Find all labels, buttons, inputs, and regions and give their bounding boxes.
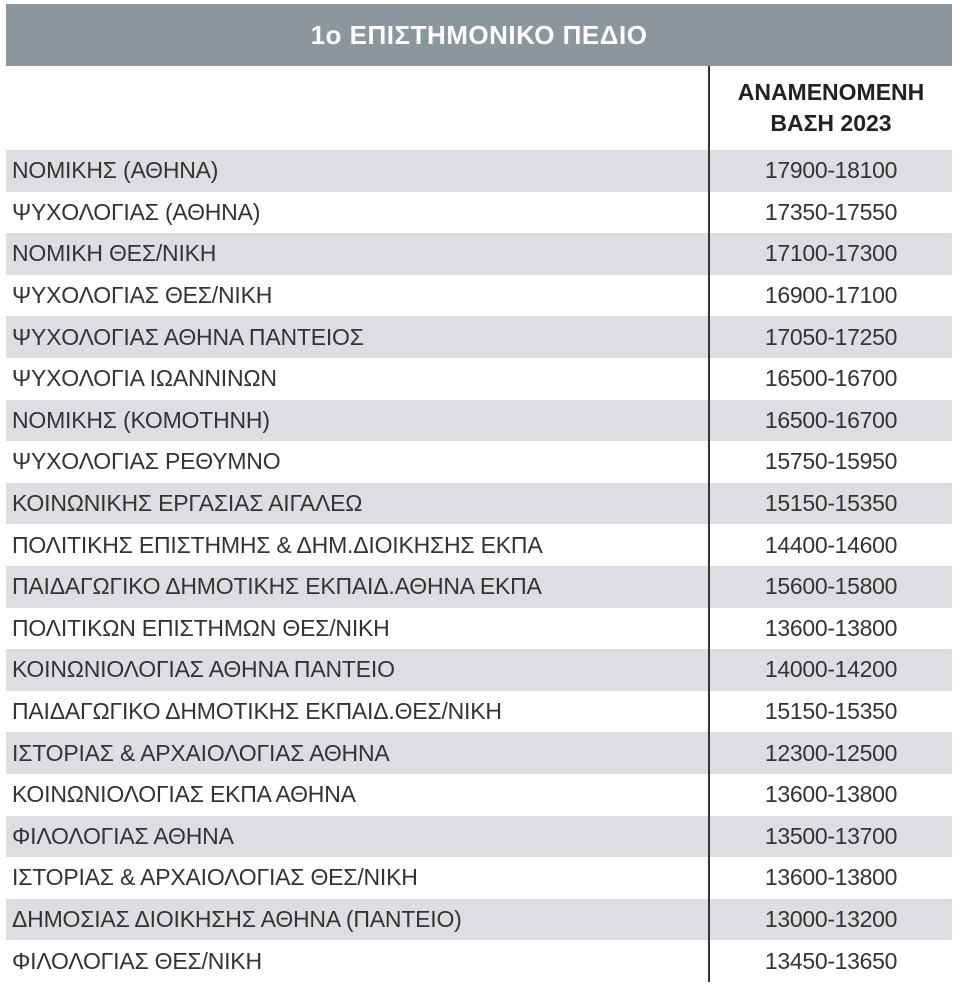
- table-row: [6, 649, 952, 691]
- table-row: [6, 857, 952, 899]
- header-value-cell: [708, 66, 952, 150]
- table-row: [6, 608, 952, 650]
- table-row: [6, 524, 952, 566]
- expected-score: 13000-13200: [708, 899, 952, 941]
- department-name: ΨΥΧΟΛΟΓΙΑΣ ΡΕΘΥΜΝΟ: [12, 448, 281, 475]
- expected-score: 14000-14200: [708, 649, 952, 691]
- expected-score: 16500-16700: [708, 400, 952, 442]
- expected-score: 13600-13800: [708, 774, 952, 816]
- department-name: ΝΟΜΙΚΗ ΘΕΣ/ΝΙΚΗ: [12, 240, 217, 267]
- table-row: [6, 316, 952, 358]
- expected-score: 13500-13700: [708, 816, 952, 858]
- expected-score: 17350-17550: [708, 192, 952, 234]
- department-name: ΙΣΤΟΡΙΑΣ & ΑΡΧΑΙΟΛΟΓΙΑΣ ΘΕΣ/ΝΙΚΗ: [12, 864, 418, 891]
- header-name-cell: [6, 66, 708, 150]
- department-name: ΚΟΙΝΩΝΙΟΛΟΓΙΑΣ ΑΘΗΝΑ ΠΑΝΤΕΙΟ: [12, 656, 395, 683]
- table-row: [6, 358, 952, 400]
- expected-score: 15150-15350: [708, 483, 952, 525]
- department-name: ΠΟΛΙΤΙΚΩΝ ΕΠΙΣΤΗΜΩΝ ΘΕΣ/ΝΙΚΗ: [12, 614, 390, 641]
- department-name: ΨΥΧΟΛΟΓΙΑ ΙΩΑΝΝΙΝΩΝ: [12, 365, 277, 392]
- expected-score: 17050-17250: [708, 316, 952, 358]
- expected-score: 17900-18100: [708, 150, 952, 192]
- department-name: ΝΟΜΙΚΗΣ (ΑΘΗΝΑ): [12, 157, 219, 184]
- table-title: 1ο ΕΠΙΣΤΗΜΟΝΙΚΟ ΠΕΔΙΟ: [6, 4, 952, 66]
- department-name: ΠΑΙΔΑΓΩΓΙΚΟ ΔΗΜΟΤΙΚΗΣ ΕΚΠΑΙΔ.ΘΕΣ/ΝΙΚΗ: [12, 698, 502, 725]
- table-row: [6, 816, 952, 858]
- expected-score: 15750-15950: [708, 441, 952, 483]
- table-row: [6, 483, 952, 525]
- expected-score: 13450-13650: [708, 940, 952, 982]
- table-row: [6, 732, 952, 774]
- department-name: ΦΙΛΟΛΟΓΙΑΣ ΘΕΣ/ΝΙΚΗ: [12, 947, 262, 974]
- table-row: [6, 150, 952, 192]
- header-line-2: ΒΑΣΗ 2023: [770, 110, 892, 136]
- department-name: ΙΣΤΟΡΙΑΣ & ΑΡΧΑΙΟΛΟΓΙΑΣ ΑΘΗΝΑ: [12, 739, 390, 766]
- expected-score: 16900-17100: [708, 275, 952, 317]
- expected-score: 13600-13800: [708, 857, 952, 899]
- department-name: ΨΥΧΟΛΟΓΙΑΣ (ΑΘΗΝΑ): [12, 198, 261, 225]
- department-name: ΦΙΛΟΛΟΓΙΑΣ ΑΘΗΝΑ: [12, 822, 234, 849]
- expected-score: 12300-12500: [708, 732, 952, 774]
- expected-score: 14400-14600: [708, 524, 952, 566]
- department-name: ΔΗΜΟΣΙΑΣ ΔΙΟΙΚΗΣΗΣ ΑΘΗΝΑ (ΠΑΝΤΕΙΟ): [12, 905, 462, 932]
- table-row: [6, 400, 952, 442]
- scores-table: [6, 4, 952, 982]
- department-name: ΠΟΛΙΤΙΚΗΣ ΕΠΙΣΤΗΜΗΣ & ΔΗΜ.ΔΙΟΙΚΗΣΗΣ ΕΚΠΑ: [12, 531, 543, 558]
- table-row: [6, 275, 952, 317]
- column-header-row: [6, 66, 952, 150]
- department-name: ΨΥΧΟΛΟΓΙΑΣ ΑΘΗΝΑ ΠΑΝΤΕΙΟΣ: [12, 323, 364, 350]
- expected-score: 16500-16700: [708, 358, 952, 400]
- table-row: [6, 192, 952, 234]
- table-row: [6, 691, 952, 733]
- department-name: ΠΑΙΔΑΓΩΓΙΚΟ ΔΗΜΟΤΙΚΗΣ ΕΚΠΑΙΔ.ΑΘΗΝΑ ΕΚΠΑ: [12, 573, 542, 600]
- department-name: ΝΟΜΙΚΗΣ (ΚΟΜΟΤΗΝΗ): [12, 406, 270, 433]
- department-name: ΚΟΙΝΩΝΙΚΗΣ ΕΡΓΑΣΙΑΣ ΑΙΓΑΛΕΩ: [12, 490, 363, 517]
- expected-score: 15150-15350: [708, 691, 952, 733]
- table-body: [6, 150, 952, 982]
- expected-score: 17100-17300: [708, 233, 952, 275]
- table-row: [6, 899, 952, 941]
- department-name: ΚΟΙΝΩΝΙΟΛΟΓΙΑΣ ΕΚΠΑ ΑΘΗΝΑ: [12, 781, 356, 808]
- table-row: [6, 940, 952, 982]
- header-line-1: ΑΝΑΜΕΝΟΜΕΝΗ: [737, 79, 925, 105]
- department-name: ΨΥΧΟΛΟΓΙΑΣ ΘΕΣ/ΝΙΚΗ: [12, 282, 273, 309]
- table-row: [6, 774, 952, 816]
- expected-score: 13600-13800: [708, 608, 952, 650]
- table-row: [6, 566, 952, 608]
- expected-score: 15600-15800: [708, 566, 952, 608]
- table-row: [6, 441, 952, 483]
- table-row: [6, 233, 952, 275]
